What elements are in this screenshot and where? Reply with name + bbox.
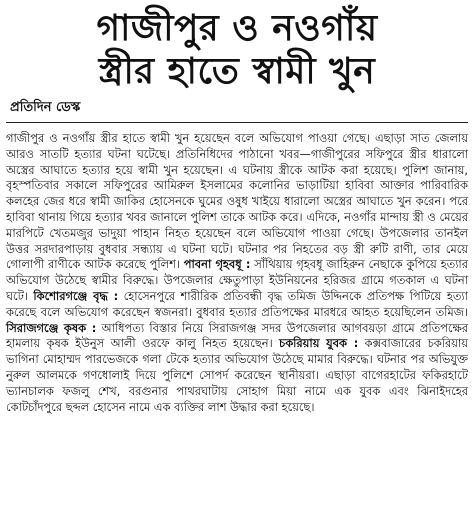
section-text-sirajganj: আধিপত্য বিস্তার নিয়ে সিরাজগঞ্জ সদর উপজেলার আগবয়ড়া গ্রামে প্রতিপক্ষের হামলায় কৃষক ইউনুস আলী ওরফে কালু নিহত হয়েছেন। [6, 320, 468, 351]
section-text-chakaria: কক্সবাজারের চকরিয়ায় ভাগিনা মোহাম্মদ পারভেজকে গলা টেকে হত্যার অভিযোগ উঠেছে মামার বিরুদ্ধে। ঘটনার পর অভিযুক্ত নুরুল আলমকে গণধোলাই দিয়ে পুলিশে সোপর্দ করেছেন স্থানীয়রা। এছাড়া বাগেরহাটের ফকিরহাটে ভ্যানচালক ফজলু শেখ, বরগুনার পাথরঘাটায় সোহাগ মিয়া নামে এক যুবক এবং ঝিনাইদহের কোটচাঁদপুরে ছব্দল হোসেন নামে এক ব্যক্তির লাশ উদ্ধার করা হয়েছে। [6, 336, 468, 414]
dateline-rule [6, 122, 468, 123]
section-text-pabna: সাঁথিয়ায় গৃহবধূ জাহিরুন নেছাকে কুপিয়ে হত্যার অভিযোগ উঠেছে স্বামীর বিরুদ্ধে। উপজেলার ক্ষেতুপাড়া ইউনিয়নের হরিজর গ্রামে গতকাল এ ঘটনা ঘটে। [6, 257, 468, 303]
subhead-pabna: পাবনা গৃহবধূ : [183, 257, 251, 272]
article-body [6, 131, 468, 415]
subhead-sirajganj: সিরাজগঞ্জে কৃষক : [6, 320, 97, 335]
subhead-kishoreganj: কিশোরগঞ্জে বৃদ্ধ : [33, 288, 119, 303]
headline [6, 0, 468, 94]
dateline: প্রতিদিন ডেস্ক [10, 100, 81, 115]
headline-line-2: স্ত্রীর হাতে স্বামী খুন [98, 51, 376, 92]
section-text-kishoreganj: হোসেনপুরে শারীরিক প্রতিবন্ধী বৃদ্ধ তমিজ উদ্দিনকে প্রতিপক্ষ পিটিয়ে হত্যা করেছে বলে অভিযোগ করেছেন স্বজনরা। বুধবার হত্যার প্রতিপক্ষের মারধরে আহত হয়েছিলেন তমিজ। [6, 288, 468, 319]
paragraph-lead: গাজীপুর ও নওগাঁয় স্ত্রীর হাতে স্বামী খুন হয়েছেন বলে অভিযোগ পাওয়া গেছে। এছাড়া সাত জেলায় আরও সাতটি হত্যার ঘটনা ঘটেছে। প্রতিনিধিদের পাঠানো খবর—গাজীপুরের সফিপুরে স্ত্রীর ধারালো অস্ত্রের আঘাতে হত্যার হয়ে স্বামী খুন হয়েছেন। এ ঘটনায় স্ত্রীকে আটক করা হয়েছে। পুলিশ জানায়, বৃহস্পতিবার সকালে সফিপুরের আমিরুল ইসলামের কলোনির ভাড়াটিয়া হাবিবা আক্তার পারিবারিক কলহের জের ধরে স্বামী জাকির হোসেনকে ঘুমের ওষুধ খাইয়ে ধারালো অস্ত্রের আঘাতে খুন করেন। পরে হাবিবা থানায় গিয়ে হত্যার খবর জানালে পুলিশ তাকে আটক করে। এদিকে, নওগাঁর মান্দায় স্ত্রী ও মেয়ের মারপিটে খেতমজুর ভাদুয়া পাহান নিহত হয়েছেন বলে অভিযোগ পাওয়া গেছে। উপজেলার তানইল উত্তর সরদারপাড়ায় বুধবার সন্ধ্যায় এ ঘটনা ঘটে। ঘটনার পর নিহতের বড় স্ত্রী রুটি রাণী, তার মেয়ে গোলাপী রাণীকে আটক করেছে পুলিশ। [6, 131, 468, 272]
headline-line-1: গাজীপুর ও নওগাঁয় [96, 8, 378, 49]
subhead-chakaria: চকরিয়ায় যুবক : [279, 336, 359, 351]
